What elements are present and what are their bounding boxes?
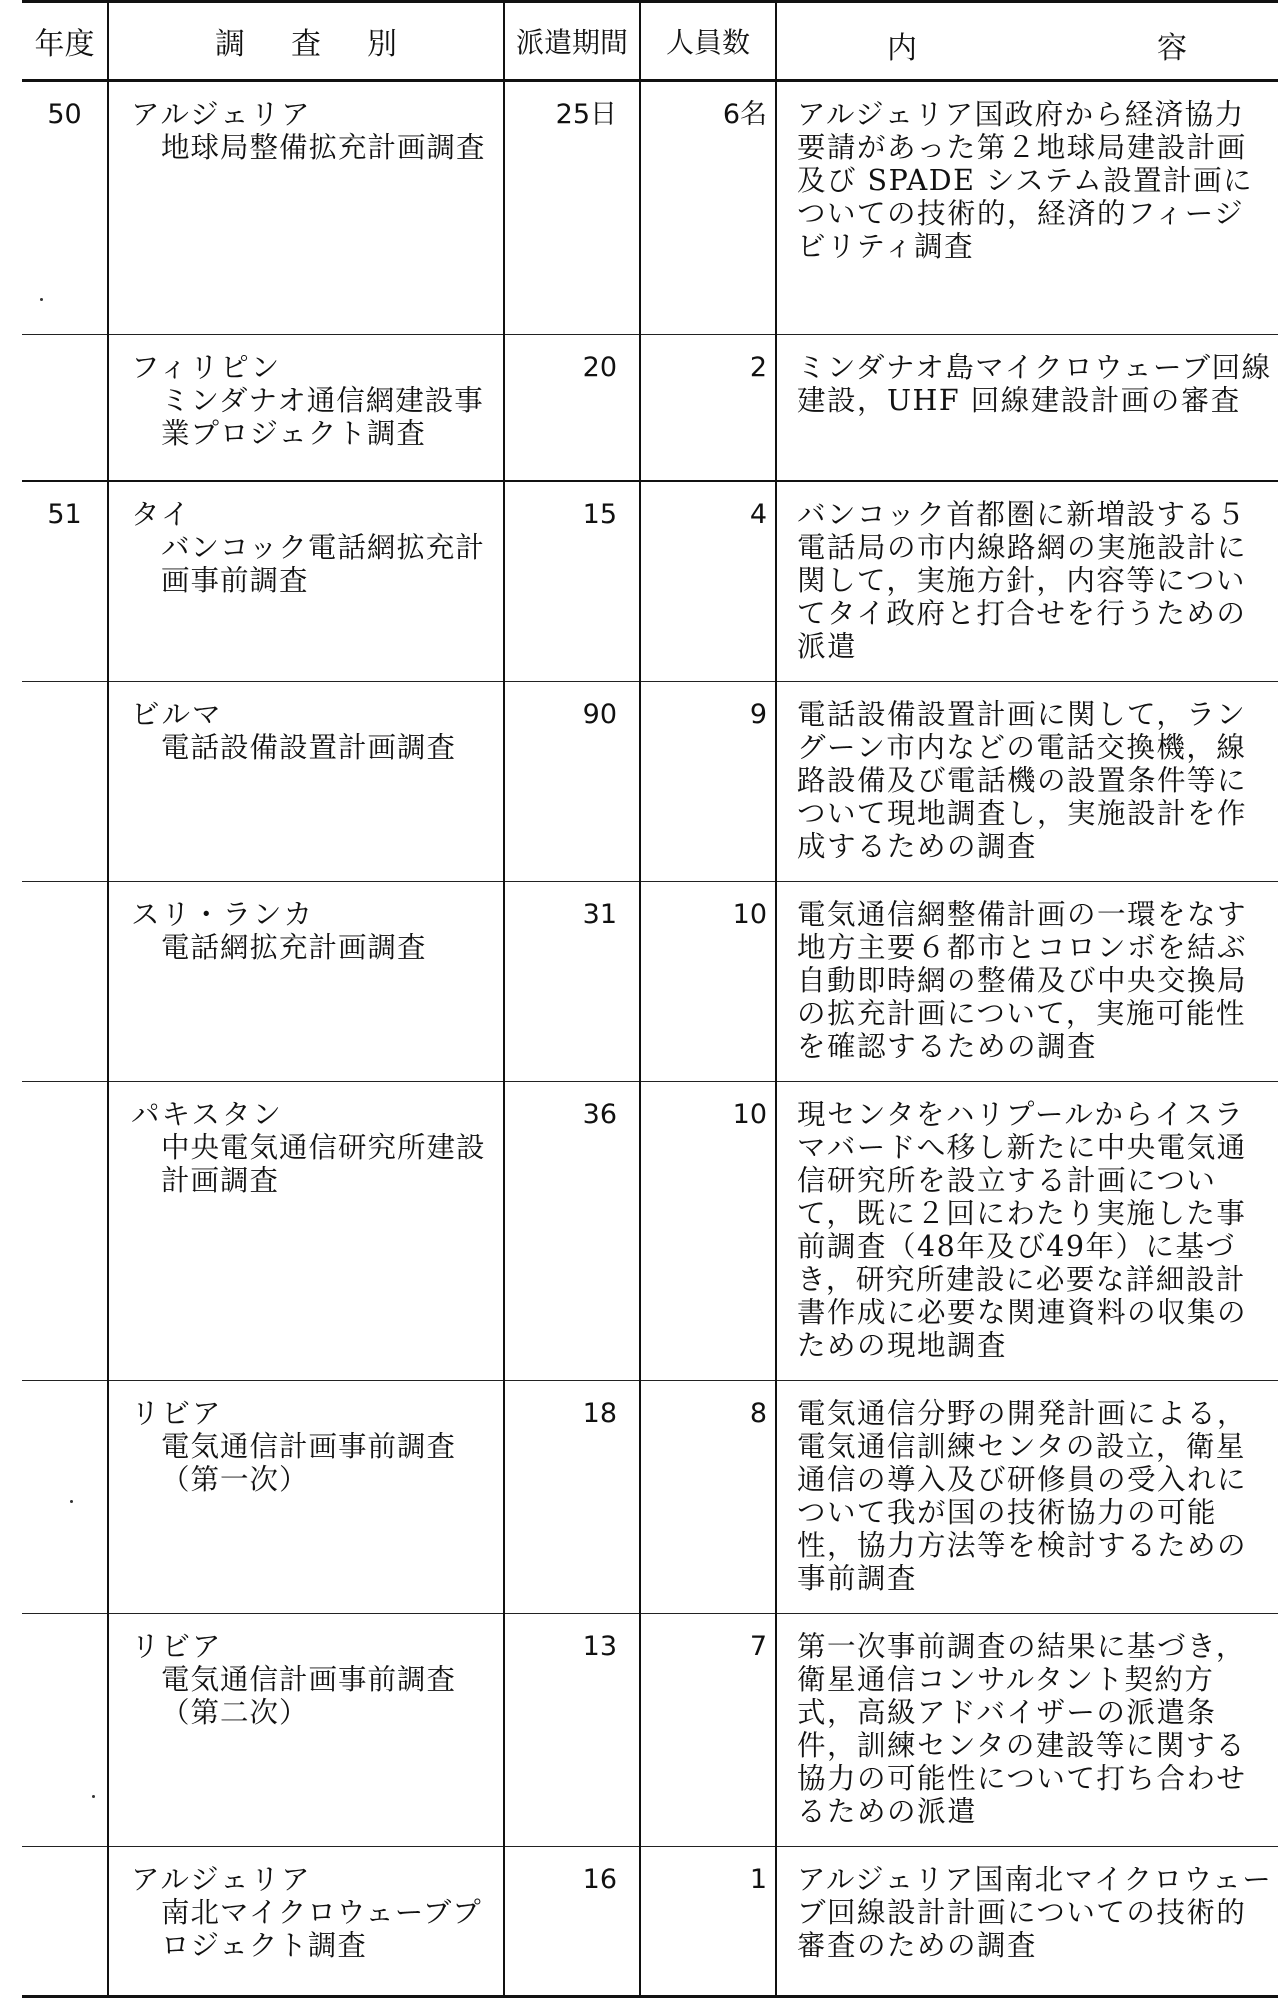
cell-period: 16 (504, 1846, 640, 1996)
cell-survey (108, 1846, 504, 1996)
survey-project: 電気通信計画事前調査（第二次） (161, 1662, 457, 1729)
cell-survey (108, 1380, 504, 1613)
cell-content: アルジェリア国南北マイクロウェーブ回線設計計画についての技術的審査のための調査 (776, 1846, 1278, 1996)
header-survey: 調査別 (108, 2, 504, 81)
survey-project: 電気通信計画事前調査（第一次） (161, 1429, 457, 1496)
header-year: 年度 (22, 2, 108, 81)
cell-people: 10 (640, 1081, 776, 1380)
table-row (22, 1380, 1278, 1613)
cell-content: 第一次事前調査の結果に基づき，衛星通信コンサルタント契約方式，高級アドバイザーの派遣条件，訓練センタの建設等に関する協力の可能性について打ち合わせるための派遣 (776, 1613, 1278, 1846)
cell-year (22, 881, 108, 1081)
survey-country: リビア (131, 1396, 223, 1430)
cell-period: 18 (504, 1380, 640, 1613)
cell-content: ミンダナオ島マイクロウェーブ回線建設，UHF 回線建設計画の審査 (776, 335, 1278, 481)
table-row (22, 81, 1278, 335)
cell-year (22, 1081, 108, 1380)
header-row (22, 2, 1278, 81)
cell-content: 現センタをハリプールからイスラマバードへ移し新たに中央電気通信研究所を設立する計画について，既に２回にわたり実施した事前調査（48年及び49年）に基づき，研究所建設に必要な詳細設計書作成に必要な関連資料の収集のための現地調査 (776, 1081, 1278, 1380)
header-people: 人員数 (640, 2, 776, 81)
table-row (22, 1846, 1278, 1996)
cell-year (22, 335, 108, 481)
cell-year: 50 (47, 99, 82, 130)
cell-period: 15 (504, 481, 640, 682)
cell-period: 90 (504, 681, 640, 881)
table-row (22, 1613, 1278, 1846)
cell-people: 9 (640, 681, 776, 881)
survey-project: 地球局整備拡充計画調査 (161, 131, 486, 164)
cell-period: 25日 (504, 81, 640, 335)
survey-project: バンコック電話網拡充計画事前調査 (161, 530, 485, 597)
survey-country: タイ (131, 497, 192, 531)
cell-content: バンコック首都圏に新増設する５電話局の市内線路網の実施設計に関して，実施方針，内容等についてタイ政府と打合せを行うための派遣 (776, 481, 1278, 682)
cell-year (22, 1380, 108, 1613)
cell-period: 36 (504, 1081, 640, 1380)
cell-period: 20 (504, 335, 640, 481)
table-row (22, 481, 1278, 682)
cell-survey (108, 335, 504, 481)
cell-people: 10 (640, 881, 776, 1081)
table-row (22, 1081, 1278, 1380)
cell-survey (108, 481, 504, 682)
header-content (776, 2, 1278, 81)
survey-country: スリ・ランカ (131, 897, 315, 931)
table-header (22, 2, 1278, 81)
survey-country: アルジェリア (131, 1862, 312, 1896)
cell-people: 7 (640, 1613, 776, 1846)
cell-people: 6名 (640, 81, 776, 335)
survey-country: リビア (131, 1629, 223, 1663)
cell-survey (108, 81, 504, 335)
cell-survey (108, 681, 504, 881)
table-row (22, 681, 1278, 881)
cell-people: 1 (640, 1846, 776, 1996)
cell-period: 31 (504, 881, 640, 1081)
table-row (22, 335, 1278, 481)
survey-project: 電話網拡充計画調査 (161, 930, 427, 964)
survey-project: 中央電気通信研究所建設計画調査 (161, 1130, 486, 1197)
cell-content: 電気通信網整備計画の一環をなす地方主要６都市とコロンボを結ぶ自動即時網の整備及び中央交換局の拡充計画について，実施可能性を確認するための調査 (776, 881, 1278, 1081)
survey-project: 南北マイクロウェーブプロジェクト調査 (161, 1895, 482, 1962)
cell-year (22, 1846, 108, 1996)
survey-country: アルジェリア (131, 98, 312, 131)
cell-people: 4 (640, 481, 776, 682)
header-period: 派遣期間 (504, 2, 640, 81)
cell-survey (108, 1613, 504, 1846)
survey-country: ビルマ (131, 697, 223, 731)
cell-survey (108, 1081, 504, 1380)
header-content-char-1: 内 (887, 31, 917, 66)
survey-country: パキスタン (131, 1097, 283, 1131)
survey-project: ミンダナオ通信網建設事業プロジェクト調査 (161, 384, 484, 450)
cell-content: 電気通信分野の開発計画による，電気通信訓練センタの設立，衛星通信の導入及び研修員の受入れについて我が国の技術協力の可能性，協力方法等を検討するための事前調査 (776, 1380, 1278, 1613)
cell-survey (108, 881, 504, 1081)
cell-content: アルジェリア国政府から経済協力要請があった第２地球局建設計画及び SPADE システム設置計画についての技術的，経済的フィージビリティ調査 (776, 81, 1278, 335)
cell-period: 13 (504, 1613, 640, 1846)
cell-year (22, 1613, 108, 1846)
header-content-char-2: 容 (1157, 31, 1187, 66)
cell-year: 51 (22, 481, 108, 682)
survey-dispatch-table (22, 0, 1278, 1998)
table-row (22, 881, 1278, 1081)
table-body (22, 81, 1278, 1997)
survey-country: フィリピン (131, 351, 282, 384)
cell-year (22, 681, 108, 881)
cell-people: 8 (640, 1380, 776, 1613)
cell-content: 電話設備設置計画に関して，ラングーン市内などの電話交換機，線路設備及び電話機の設置条件等について現地調査し，実施設計を作成するための調査 (776, 681, 1278, 881)
survey-project: 電話設備設置計画調査 (161, 730, 457, 764)
cell-people: 2 (640, 335, 776, 481)
